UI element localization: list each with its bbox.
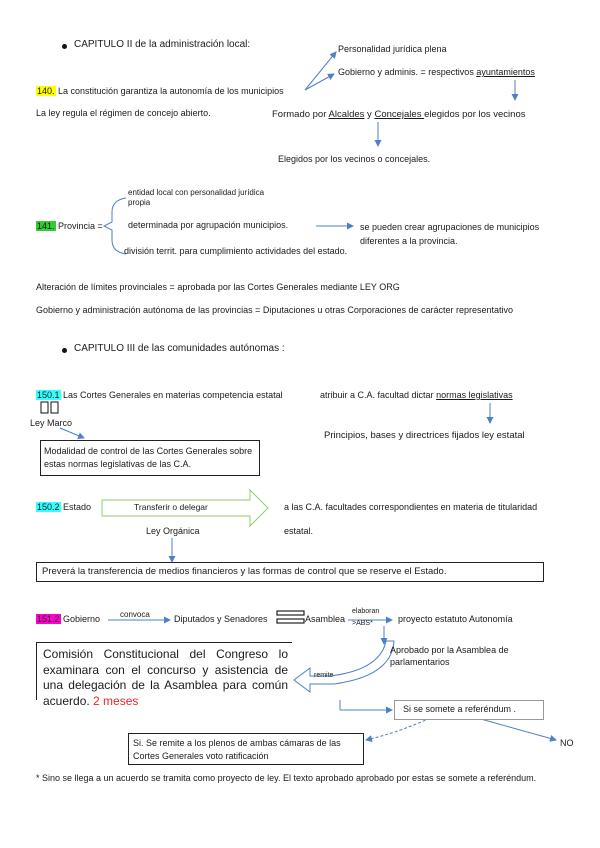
gobierno-adminis-text: Gobierno y adminis. = respectivos ayuntamientos	[338, 67, 535, 77]
article-150-2: 150.2 Estado	[37, 502, 92, 512]
ayuntamientos-text: ayuntamientos	[476, 67, 535, 77]
arrow-referendum-si	[366, 718, 430, 740]
division-text: división territ. para cumplimiento actividades del estado.	[124, 246, 348, 256]
alteracion-text: Alteración de límites provinciales = aprobada por las Cortes Generales mediante LEY ORG	[36, 282, 400, 292]
transferir-text: Transferir o delegar	[134, 502, 208, 512]
entidad-local-text: entidad local con personalidad jurídica	[128, 188, 265, 197]
diputados-text: Diputados y Senadores	[174, 614, 268, 624]
formado-por-text: Formado por Alcaldes y Concejales elegidos por los vecinos	[272, 109, 526, 120]
dos-meses-text: 2 meses	[93, 693, 139, 708]
remite-curved-arrow	[294, 641, 394, 692]
num-141-badge: 141.	[37, 221, 55, 231]
article-141: 141. Provincia =	[37, 221, 103, 231]
num-150-2-badge: 150.2	[37, 502, 60, 512]
arrow-140-personalidad	[305, 52, 336, 90]
num-151-2-badge: 151.2	[37, 614, 60, 624]
gobierno-provincias-text: Gobierno y administración autónoma de las provincias = Diputaciones u otras Corporaciones de carácter representativo	[36, 305, 514, 315]
elegidos-text: Elegidos por los vecinos o concejales.	[278, 154, 431, 164]
article-151-2: 151.2 Gobierno	[37, 614, 101, 624]
principios-text: Principios, bases y directrices fijados ley estatal	[324, 430, 525, 441]
bullet-cap3	[62, 348, 67, 353]
heading-cap2: CAPITULO II de la administración local:	[74, 39, 251, 50]
personalidad-text: Personalidad jurídica plena	[338, 44, 447, 54]
elaboran-label: elaboran	[352, 608, 380, 615]
ley-marco-boxes-icon	[41, 402, 58, 413]
proyecto-text: proyecto estatuto Autonomía	[398, 614, 513, 624]
estatal-text: estatal.	[284, 526, 314, 536]
propia-text: propia	[128, 198, 151, 207]
equals-bars-icon	[277, 611, 304, 623]
article-150-1: 150.1 Las Cortes Generales en materias competencia estatal	[37, 390, 283, 400]
nota-text: * Sino se llega a un acuerdo se tramita como proyecto de ley. El texto aprobado aprobado por estas se somete a referéndum.	[36, 773, 537, 783]
remite-label: remite	[314, 672, 334, 679]
arrow-leymarco-modalidad	[60, 428, 84, 438]
num-140-badge: 140.	[37, 86, 55, 96]
num-150-1-badge: 150.1	[37, 390, 60, 400]
convoca-label: convoca	[120, 610, 150, 619]
ley-organica-text: Ley Orgánica	[146, 526, 200, 536]
concejo-abierto-text: La ley regula el régimen de concejo abierto.	[36, 108, 211, 118]
brace-provincia	[104, 198, 126, 254]
heading-cap3: CAPITULO III de las comunidades autónomas :	[74, 343, 285, 354]
determinada-text: determinada por agrupación municipios.	[128, 220, 289, 230]
alas-ca-text: a las C.A. facultades correspondientes en materia de titularidad	[284, 502, 538, 512]
modalidad-box: Modalidad de control de las Cortes Generales sobre estas normas legislativas de las C.A.	[40, 440, 260, 476]
preveera-box: Preverá la transferencia de medios financieros y las formas de control que se reserve el Estado.	[36, 562, 544, 582]
ratificacion-box: Si. Se remite a los plenos de ambas cámaras de las Cortes Generales voto ratificación	[128, 733, 364, 765]
asamblea-text: Asamblea	[305, 614, 346, 624]
bullet-cap2	[62, 44, 67, 49]
arrow-140-gobierno	[305, 74, 334, 90]
atribuir-text: atribuir a C.A. facultad dictar normas legislativas	[320, 390, 513, 400]
ley-marco-label: Ley Marco	[30, 418, 73, 428]
crear-agrupaciones-text: se pueden crear agrupaciones de municipios diferentes a la provincia.	[360, 222, 540, 247]
abs-label: >ABS*	[352, 620, 373, 627]
comision-box: Comisión Constitucional del Congreso lo examinara con el concurso y asistencia de una delegación de la Asamblea para común acuerdo. 2 meses	[36, 642, 292, 700]
no-text: NO	[560, 738, 574, 748]
article-140: 140. La constitución garantiza la autonomía de los municipios	[37, 86, 284, 96]
aprobado-text: Aprobado por la Asamblea de parlamentarios	[390, 645, 509, 667]
referendum-box: Si se somete a referéndum .	[394, 700, 544, 720]
